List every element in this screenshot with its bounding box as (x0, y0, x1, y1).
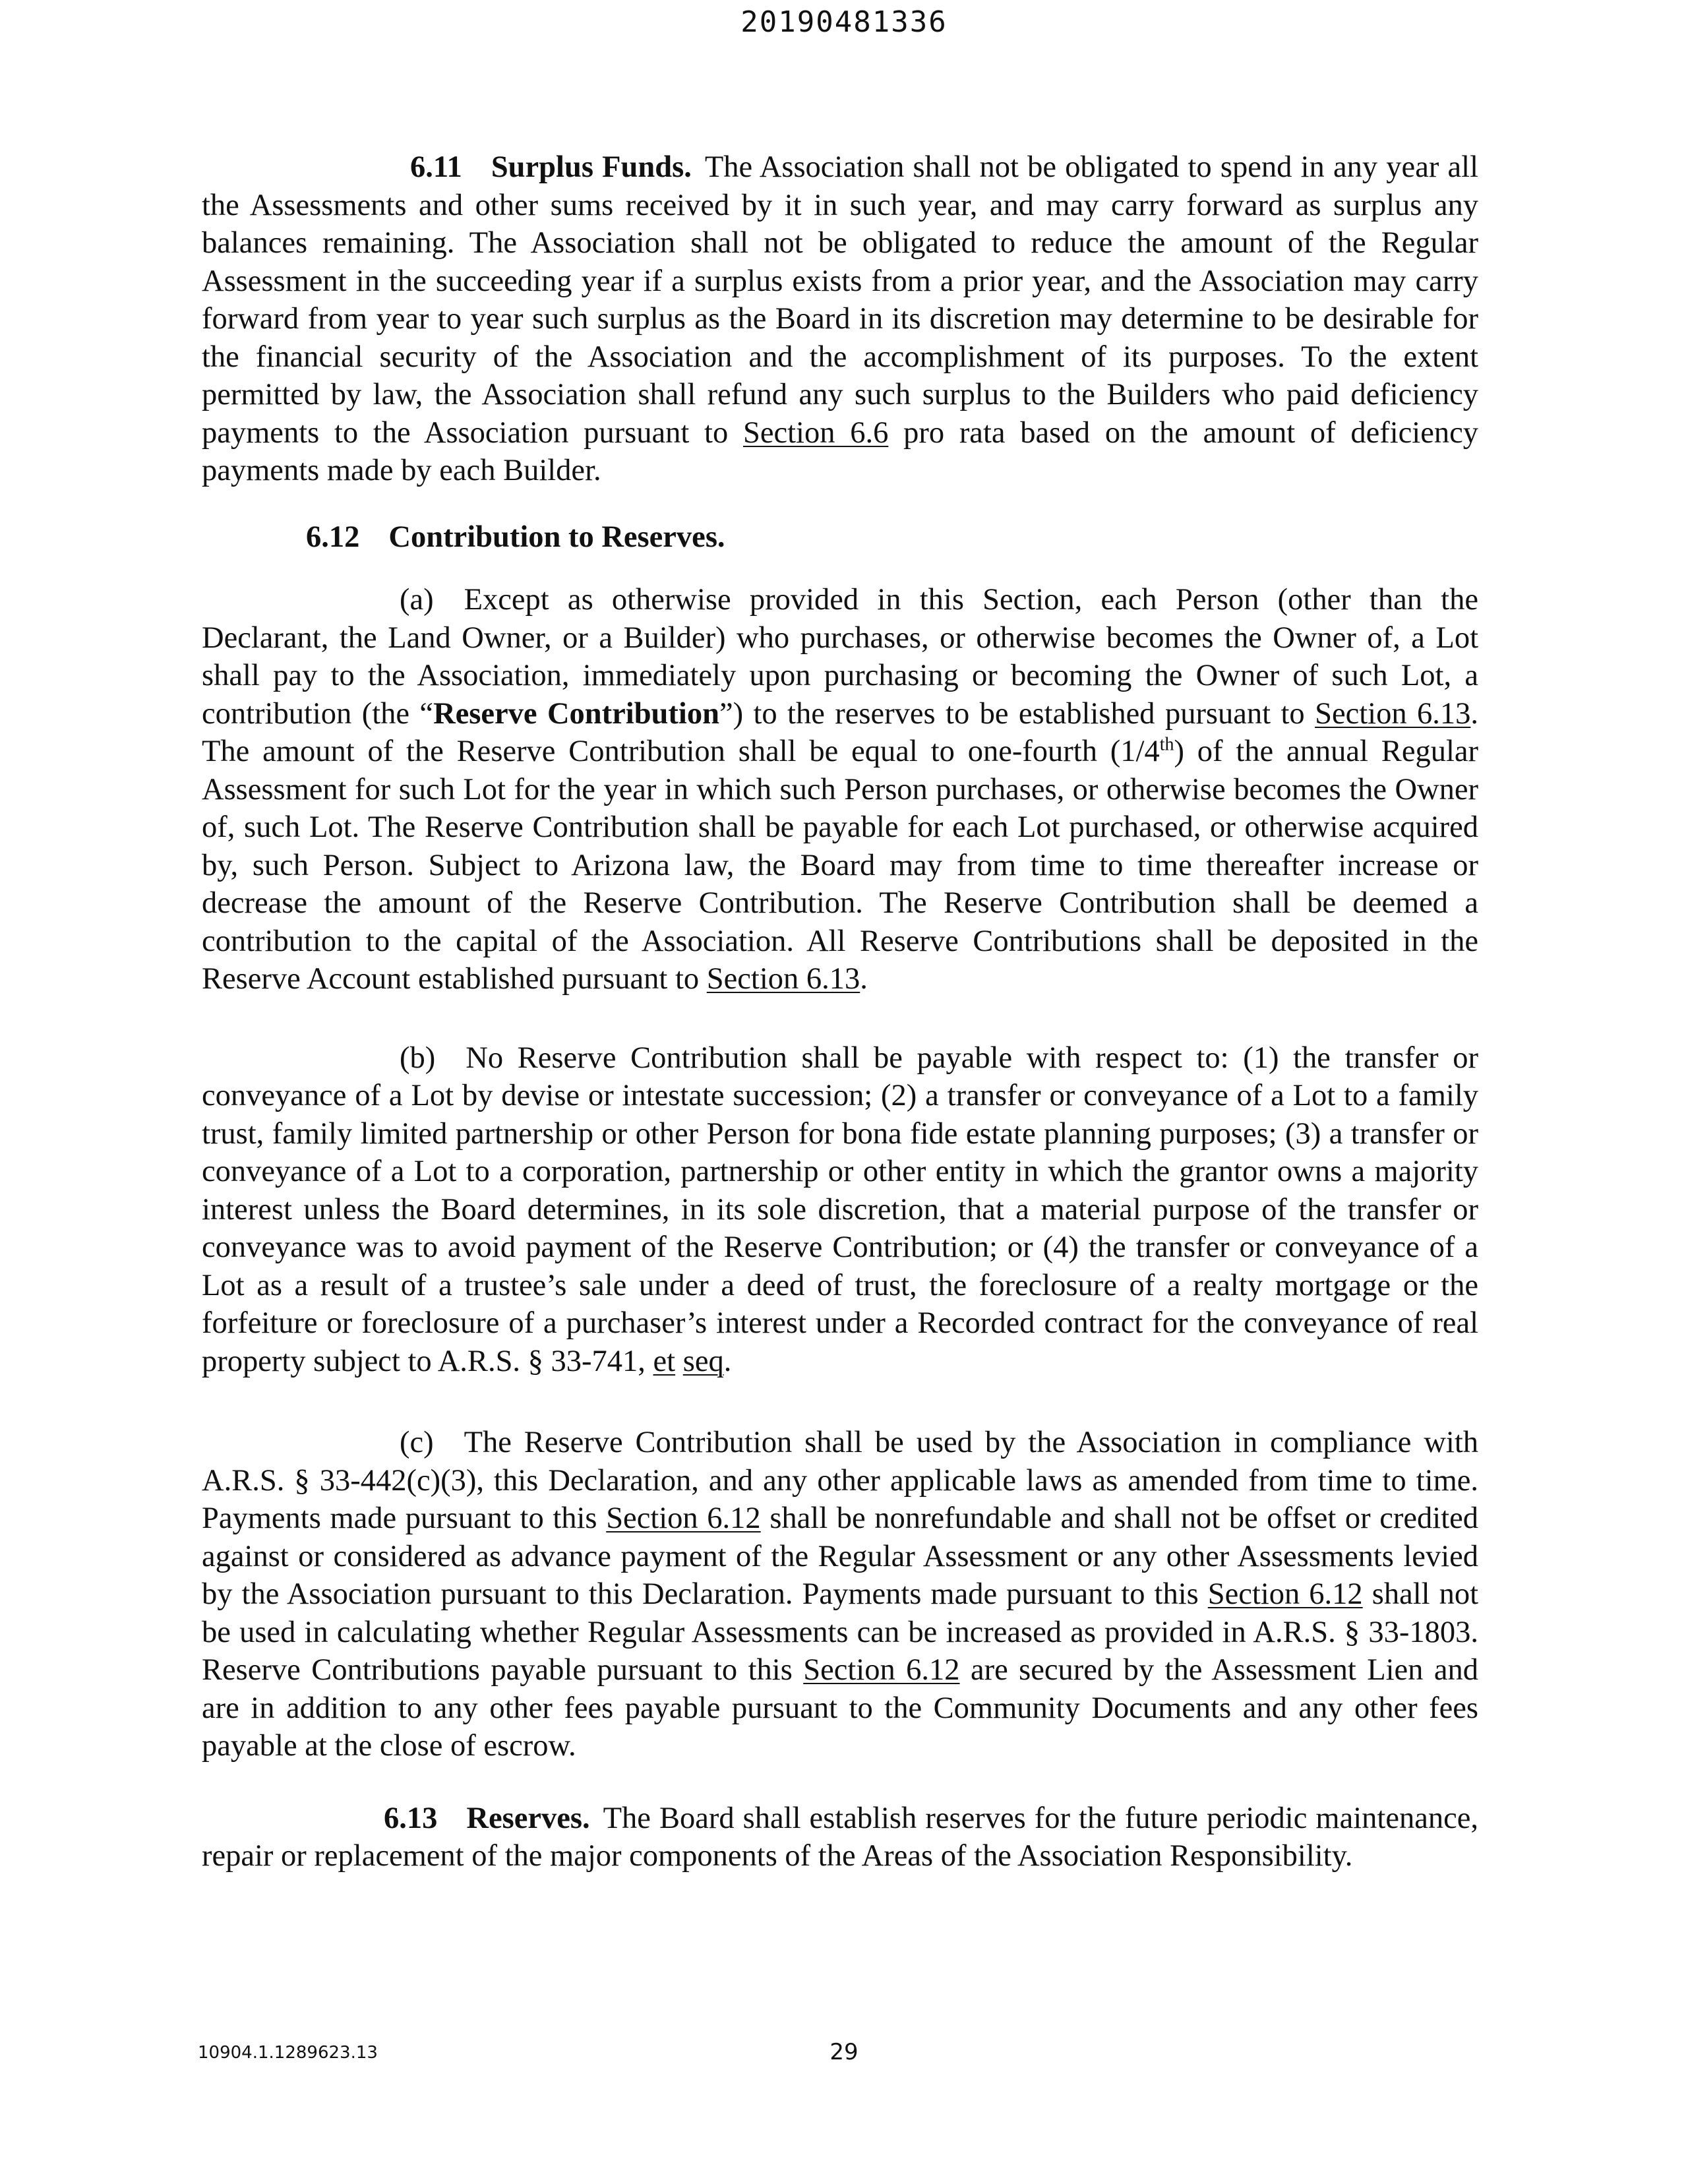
recording-number: 20190481336 (740, 5, 948, 39)
subsection-label: (b) (400, 1041, 436, 1075)
subsection-text: . The amount of the Reserve Contribution shall be equal to one-fourth (1/4 (202, 696, 1478, 768)
section-reference: Section 6.12 (803, 1653, 960, 1687)
subsection-label: (a) (400, 583, 434, 617)
section-reference: Section 6.13 (706, 962, 860, 996)
subsection-text: shall be nonrefundable and shall not be offset or credited against or considered as advance payment of the Regular Assessment or any other Assessments levied by the Association pursuant to this Declaration. Payments made pursuant to this (202, 1502, 1479, 1611)
section-title: Contribution to Reserves. (388, 520, 725, 554)
section-6-13 (202, 1800, 1478, 1875)
section-text: pro rata based on the amount of deficiency payments made by each Builder. (202, 415, 1479, 487)
ordinal-superscript: th (1159, 734, 1174, 755)
section-title: Reserves. (466, 1801, 590, 1835)
subsection-text: . (860, 962, 868, 996)
section-reference: Section 6.12 (606, 1502, 761, 1535)
document-body (202, 148, 1478, 1875)
section-text: The Association shall not be obligated to spend in any year all the Assessments and other sums received by it in such year, and may carry forward as surplus any balances remaining. The Association shall not be obligated to reduce the amount of the Regular Assessment in the succeeding year if a surplus exists from a prior year, and the Association may carry forward from year to year such surplus as the Board in its discretion may determine to be desirable for the financial security of the Association and the accomplishment of its purposes. To the extent permitted by law, the Association shall refund any such surplus to the Builders who paid deficiency payments to the Association pursuant to (202, 150, 1478, 450)
section-6-12-heading (306, 518, 1478, 557)
section-reference: Section 6.12 (1207, 1577, 1363, 1611)
subsection-label: (c) (400, 1426, 434, 1459)
section-number: 6.11 (410, 150, 462, 184)
latin-term: seq (682, 1344, 724, 1378)
document-id: 10904.1.1289623.13 (198, 2043, 378, 2063)
section-reference: Section 6.13 (1315, 696, 1471, 731)
subsection-text: are secured by the Assessment Lien and are in addition to any other fees payable pursuant to the Community Documents and any other fees payable at the close of escrow. (202, 1653, 1479, 1763)
section-reference: Section 6.6 (742, 415, 889, 450)
latin-term: et (653, 1344, 676, 1378)
subsection-text: shall not be used in calculating whether Regular Assessments can be increased as provided in A.R.S. § 33-1803. Reserve Contributions payable pursuant to this (202, 1577, 1479, 1687)
subsection-b (202, 1039, 1478, 1381)
subsection-text: ) of the annual Regular Assessment for such Lot for the year in which such Person purchases, or otherwise becomes the Owner of, such Lot. The Reserve Contribution shall be payable for each Lot purchased, or otherwise acquired by, such Person. Subject to Arizona law, the Board may from time to time thereafter increase or decrease the amount of the Reserve Contribution. The Reserve Contribution shall be deemed a contribution to the capital of the Association. All Reserve Contributions shall be deposited in the Reserve Account established pursuant to (202, 735, 1479, 996)
page-number: 29 (829, 2039, 859, 2065)
subsection-text: . (723, 1344, 732, 1378)
subsection-text: Except as otherwise provided in this Section, each Person (other than the Declarant, the Land Owner, or a Builder) who purchases, or otherwise becomes the Owner of, a Lot shall pay to the Association, immediately upon purchasing or becoming the Owner of such Lot, a contribution (the “ (202, 583, 1478, 731)
section-6-11 (202, 148, 1478, 490)
subsection-text: The Reserve Contribution shall be used by the Association in compliance with A.R.S. § 33-442(c)(3), this Declaration, and any other applicable laws as amended from time to time. Payments made pursuant to this (202, 1426, 1478, 1535)
subsection-text: No Reserve Contribution shall be payable with respect to: (1) the transfer or conveyance of a Lot by devise or intestate succession; (2) a transfer or conveyance of a Lot to a family trust, family limited partnership or other Person for bona fide estate planning purposes; (3) a transfer or conveyance of a Lot to a corporation, partnership or other entity in which the grantor owns a majority interest unless the Board determines, in its sole discretion, that a material purpose of the transfer or conveyance was to avoid payment of the Reserve Contribution; or (4) the transfer or conveyance of a Lot as a result of a trustee’s sale under a deed of trust, the foreclosure of a realty mortgage or the forfeiture or foreclosure of a purchaser’s interest under a Recorded contract for the conveyance of real property subject to A.R.S. § 33-741, (202, 1041, 1478, 1378)
subsection-a (202, 581, 1478, 998)
section-number: 6.12 (306, 520, 360, 554)
defined-term: Reserve Contribution (433, 696, 719, 731)
subsection-text: ”) to the reserves to be established pursuant to (719, 696, 1305, 731)
subsection-c (202, 1424, 1478, 1765)
section-number: 6.13 (384, 1801, 438, 1835)
section-title: Surplus Funds. (491, 150, 692, 184)
section-text: The Board shall establish reserves for the future periodic maintenance, repair or replacement of the major components of the Areas of the Association Responsibility. (202, 1801, 1478, 1873)
